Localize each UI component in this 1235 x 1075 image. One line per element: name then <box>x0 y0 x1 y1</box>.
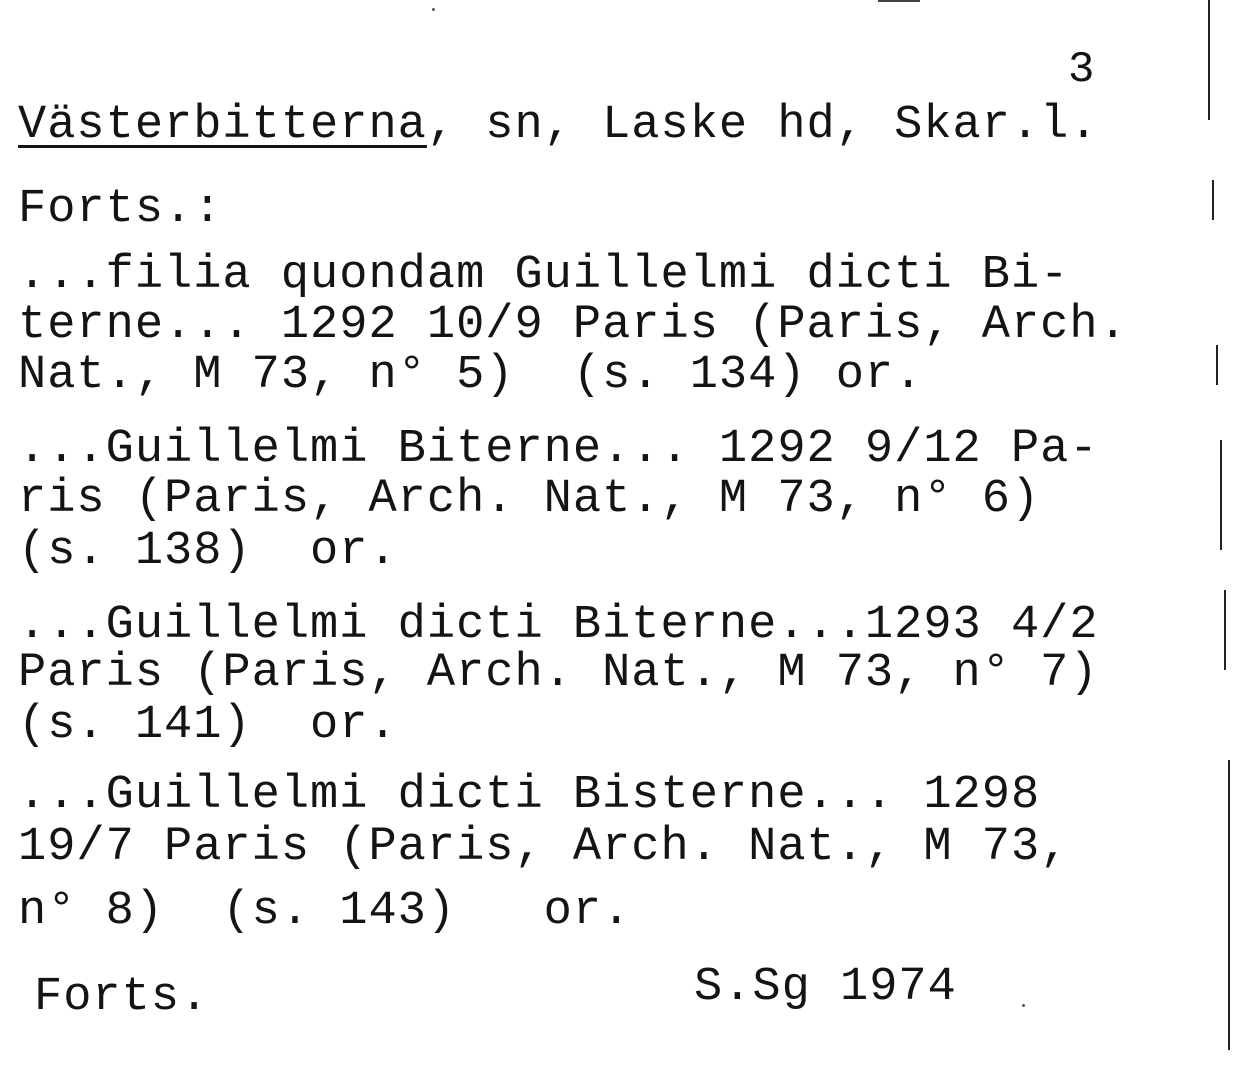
entry-line: ...Guillelmi Biterne... 1292 9/12 Pa- <box>18 423 1099 476</box>
card-heading <box>18 100 1099 152</box>
place-name: Västerbitterna <box>18 99 427 152</box>
forts-top-label: Forts.: <box>18 183 223 236</box>
forts-bottom-label: Forts. <box>34 971 210 1024</box>
entry-line: ...Guillelmi dicti Biterne...1293 4/2 <box>18 599 1099 652</box>
scan-speck <box>1022 1004 1025 1007</box>
entry-line: Nat., M 73, n° 5) (s. 134) or. <box>18 349 924 402</box>
scan-speck <box>432 8 435 11</box>
entry-line: ...filia quondam Guillelmi dicti Bi- <box>18 249 1070 302</box>
entry-line: ris (Paris, Arch. Nat., M 73, n° 6) <box>18 473 1041 526</box>
entry-line: 19/7 Paris (Paris, Arch. Nat., M 73, <box>18 821 1070 874</box>
page-number: 3 <box>1068 45 1095 95</box>
entry-line: terne... 1292 10/9 Paris (Paris, Arch. <box>18 299 1128 352</box>
right-edge-line <box>1220 440 1222 550</box>
top-edge-mark <box>878 0 920 2</box>
right-edge-line <box>1212 180 1214 220</box>
signature: S.Sg 1974 <box>694 961 957 1014</box>
right-edge-line <box>1216 345 1218 385</box>
right-edge-line <box>1208 0 1210 120</box>
entry-line: Paris (Paris, Arch. Nat., M 73, n° 7) <box>18 647 1099 700</box>
place-details: , sn, Laske hd, Skar.l. <box>426 99 1099 152</box>
entry-line: (s. 138) or. <box>18 525 398 578</box>
entry-line: n° 8) (s. 143) or. <box>18 885 632 938</box>
entry-line: ...Guillelmi dicti Bisterne... 1298 <box>18 769 1041 822</box>
entry-line: (s. 141) or. <box>18 699 398 752</box>
right-edge-line <box>1228 760 1230 1050</box>
right-edge-line <box>1224 590 1226 670</box>
